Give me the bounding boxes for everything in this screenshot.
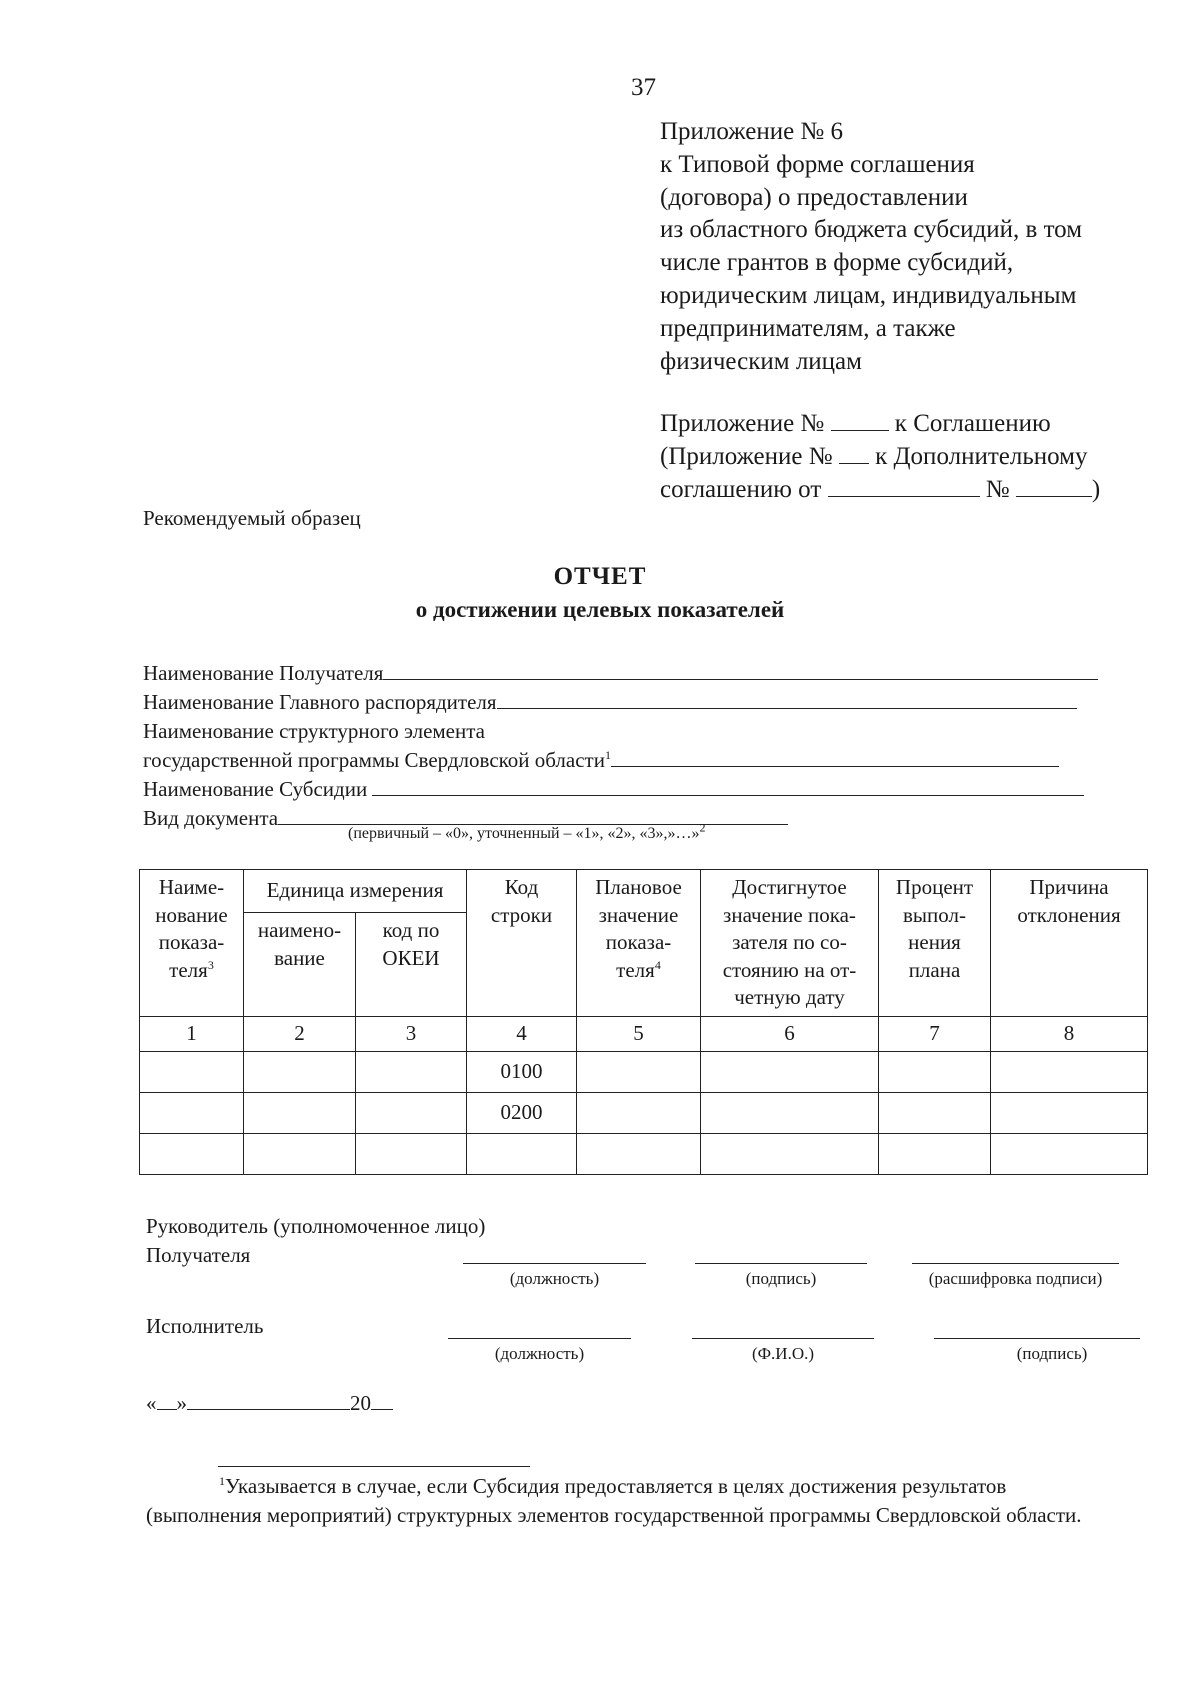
footnote-separator: [218, 1466, 530, 1467]
executor-position-line[interactable]: [448, 1338, 631, 1339]
table-cell[interactable]: [577, 1133, 701, 1174]
header-text: зателя по со-: [732, 930, 847, 954]
header-text: значение пока-: [723, 902, 856, 927]
header-planned-value: [577, 870, 701, 1017]
table-cell[interactable]: [577, 1051, 701, 1092]
doc-type-input[interactable]: [278, 804, 788, 825]
line-code-cell: 0100: [467, 1051, 577, 1092]
line-code-cell: 0200: [467, 1092, 577, 1133]
column-number: 7: [879, 1016, 991, 1051]
footnote-text-rest: (выполнения мероприятий) структурных элементов государственной программы Свердловской области.: [146, 1503, 1082, 1527]
supplement-number-blank[interactable]: [839, 443, 869, 464]
head-position-caption: (должность): [509, 1269, 600, 1288]
column-number-row: [140, 1016, 1148, 1051]
column-number: 4: [467, 1016, 577, 1051]
table-cell[interactable]: [577, 1092, 701, 1133]
agreement-line-2-suffix: к Дополнительному: [868, 442, 1088, 470]
executor-fio-line[interactable]: [692, 1338, 874, 1339]
recipient-input[interactable]: [383, 659, 1098, 680]
executor-label: Исполнитель: [146, 1314, 264, 1338]
recipient-label: Наименование Получателя: [143, 661, 384, 685]
header-unit-name: [244, 913, 356, 1017]
date-field: [146, 1389, 393, 1418]
header-text: теля: [169, 957, 208, 982]
footnote-mark-3: 3: [207, 957, 214, 972]
header-text: Код: [504, 875, 539, 899]
header-text: наимено-: [257, 918, 342, 942]
subsidy-input[interactable]: [372, 775, 1084, 796]
header-text: Процент: [895, 875, 974, 899]
table-header-row: [140, 870, 1148, 913]
appendix-line: предпринимателям, а также: [660, 314, 956, 342]
table-cell[interactable]: [244, 1092, 356, 1133]
header-text-with-footnote: [143, 957, 240, 985]
table-cell[interactable]: [467, 1133, 577, 1174]
doc-type-label: Вид документа: [143, 806, 279, 830]
date-day-input[interactable]: [157, 1389, 177, 1410]
table-cell[interactable]: [879, 1133, 991, 1174]
header-text: выпол-: [903, 902, 966, 927]
head-label-line-1: Руководитель (уполномоченное лицо): [146, 1214, 486, 1238]
chief-manager-label: Наименование Главного распорядителя: [143, 690, 497, 714]
table-cell[interactable]: [244, 1133, 356, 1174]
head-position-line[interactable]: [463, 1263, 646, 1264]
appendix-line: юридическим лицам, индивидуальным: [660, 281, 1077, 309]
page-number: 37: [631, 74, 656, 101]
agreement-line-2: [660, 441, 1100, 474]
header-text: теля: [616, 957, 655, 982]
header-indicator-name: [140, 870, 244, 1017]
agreement-reference: [660, 408, 1100, 506]
column-number: 6: [701, 1016, 879, 1051]
appendix-header: [660, 116, 1082, 378]
recommended-sample-label: Рекомендуемый образец: [143, 506, 361, 530]
subsidy-label: Наименование Субсидии: [143, 777, 373, 801]
header-text: показа-: [605, 930, 672, 954]
agreement-line-1: [660, 408, 1100, 441]
executor-signature-caption: (подпись): [1016, 1344, 1088, 1363]
date-month-input[interactable]: [187, 1389, 350, 1410]
header-text: Причина: [1029, 875, 1109, 899]
footnote-mark-4: 4: [654, 957, 661, 972]
head-name-caption: (расшифровка подписи): [928, 1269, 1103, 1288]
header-text: Достигнутое: [732, 875, 847, 899]
header-text: строки: [490, 902, 553, 927]
header-text: код по: [382, 918, 440, 942]
supplement-no-blank[interactable]: [1016, 476, 1092, 497]
table-cell[interactable]: [879, 1092, 991, 1133]
head-label-line-2: Получателя: [146, 1243, 251, 1267]
head-signature-caption: (подпись): [745, 1269, 817, 1288]
date-close-quote: »: [176, 1391, 187, 1415]
agreement-line-3-mid: №: [979, 475, 1016, 503]
agreement-line-1-suffix: к Соглашению: [888, 410, 1051, 437]
structural-element-field: [143, 746, 1059, 775]
header-text: Наиме-: [158, 875, 225, 899]
structural-element-label-1: Наименование структурного элемента: [143, 719, 485, 743]
supplement-date-blank[interactable]: [828, 476, 980, 497]
table-cell[interactable]: [140, 1133, 244, 1174]
header-text: плана: [908, 957, 961, 982]
report-subtitle: о достижении целевых показателей: [415, 597, 785, 622]
header-text: ОКЕИ: [382, 945, 440, 970]
footnote: [146, 1472, 1150, 1530]
appendix-line: из областного бюджета субсидий, в том: [660, 216, 1083, 244]
table-cell[interactable]: [879, 1051, 991, 1092]
table-row: [140, 1051, 1148, 1092]
agreement-line-3-prefix: соглашению от: [660, 475, 828, 503]
head-signature-line[interactable]: [695, 1263, 867, 1264]
footnote-first-line: [146, 1472, 1150, 1501]
structural-element-input[interactable]: [611, 746, 1059, 767]
column-number: 1: [140, 1016, 244, 1051]
date-year-input[interactable]: [371, 1389, 393, 1410]
head-signature-label: [146, 1212, 485, 1270]
header-text: Плановое: [595, 875, 682, 899]
appendix-line: числе грантов в форме субсидий,: [660, 249, 1014, 277]
chief-manager-field: [143, 688, 1077, 717]
header-text: нование: [155, 902, 228, 927]
footnote-mark-2: 2: [699, 820, 706, 835]
recipient-field: [143, 659, 1098, 688]
header-text: показа-: [158, 930, 225, 954]
header-text: стоянию на от-: [722, 957, 857, 982]
appendix-line: к Типовой форме соглашения: [660, 150, 975, 178]
header-percent: [879, 870, 991, 1017]
header-text: вание: [274, 945, 325, 970]
footnote-mark: 1: [219, 1474, 225, 1488]
table-row: [140, 1133, 1148, 1174]
table-cell[interactable]: [356, 1051, 467, 1092]
appendix-line: физическим лицам: [660, 347, 862, 375]
chief-manager-input[interactable]: [497, 688, 1077, 709]
table-cell[interactable]: [701, 1092, 879, 1133]
header-unit-code: [356, 913, 467, 1017]
agreement-line-1-prefix: Приложение №: [660, 410, 831, 437]
doc-type-hint-text: (первичный – «0», уточненный – «1», «2», «3»,»…»: [348, 825, 700, 842]
table-cell[interactable]: [991, 1092, 1148, 1133]
indicators-table: [139, 869, 1148, 1175]
executor-fio-caption: (Ф.И.О.): [751, 1344, 815, 1363]
header-line-code: [467, 870, 577, 1017]
executor-signature-line[interactable]: [934, 1338, 1140, 1339]
agreement-line-3-suffix: ): [1091, 475, 1101, 503]
agreement-line-3: [660, 474, 1100, 507]
table-cell[interactable]: [244, 1051, 356, 1092]
table-cell[interactable]: [991, 1133, 1148, 1174]
table-row: [140, 1092, 1148, 1133]
appendix-line: (договора) о предоставлении: [660, 183, 968, 211]
header-deviation-reason: [991, 870, 1148, 1017]
date-open-quote: «: [146, 1391, 157, 1415]
column-number: 8: [991, 1016, 1148, 1051]
date-year-prefix: 20: [350, 1391, 371, 1415]
structural-element-label-2: государственной программы Свердловской области: [143, 748, 605, 772]
appendix-line: Приложение № 6: [660, 118, 844, 145]
column-number: 2: [244, 1016, 356, 1051]
table-cell[interactable]: [991, 1051, 1148, 1092]
table-cell[interactable]: [701, 1133, 879, 1174]
column-number: 5: [577, 1016, 701, 1051]
table-cell[interactable]: [140, 1092, 244, 1133]
header-text: нения: [908, 930, 961, 954]
head-name-line[interactable]: [912, 1263, 1119, 1264]
report-title: ОТЧЕТ: [553, 563, 647, 590]
header-text-with-footnote: [580, 957, 697, 985]
footnote-mark-1: 1: [604, 748, 611, 762]
header-text: значение: [598, 902, 679, 927]
table-cell[interactable]: [356, 1092, 467, 1133]
column-number: 3: [356, 1016, 467, 1051]
header-unit: Единица измерения: [244, 870, 467, 913]
header-text: отклонения: [1017, 902, 1121, 927]
header-achieved-value: [701, 870, 879, 1017]
table-cell[interactable]: [356, 1133, 467, 1174]
header-text: четную дату: [734, 985, 845, 1009]
table-cell[interactable]: [701, 1051, 879, 1092]
agreement-number-blank[interactable]: [831, 410, 889, 431]
doc-type-hint: [348, 820, 706, 843]
footnote-text-first: Указывается в случае, если Субсидия предоставляется в целях достижения результатов: [225, 1474, 1007, 1498]
table-cell[interactable]: [140, 1051, 244, 1092]
executor-position-caption: (должность): [494, 1344, 585, 1363]
agreement-line-2-prefix: (Приложение №: [660, 442, 839, 470]
subsidy-field: [143, 775, 1084, 804]
